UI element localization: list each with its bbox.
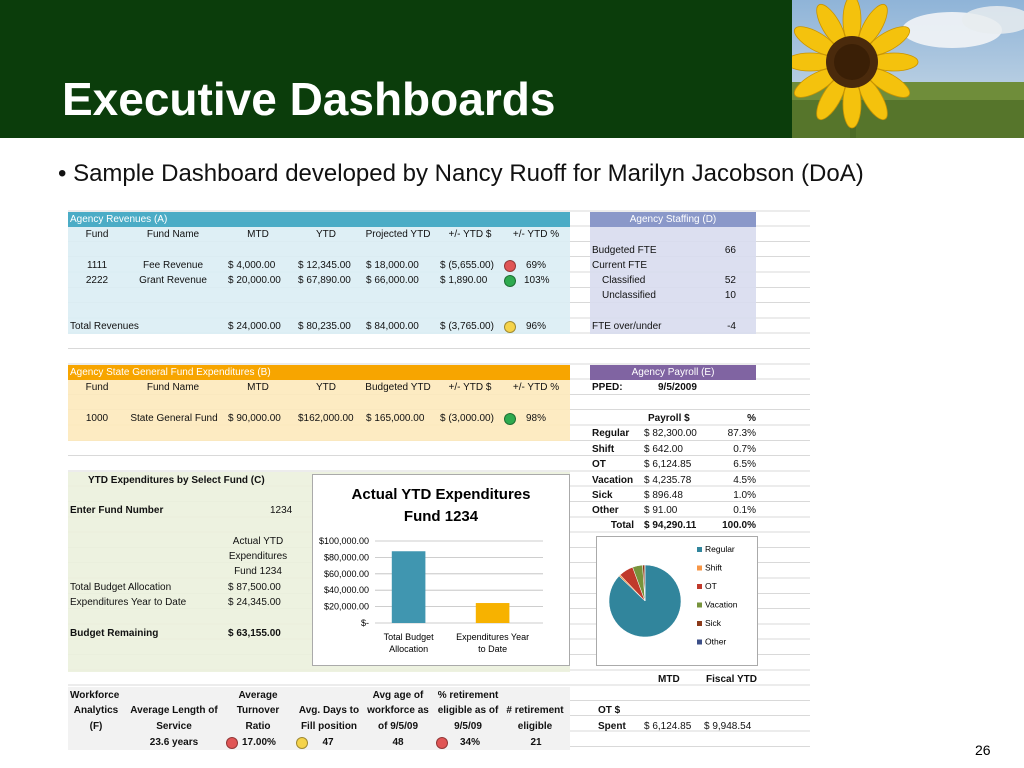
rev-row2-diff: $ 1,890.00 xyxy=(440,275,488,286)
payroll-row-label: Shift xyxy=(592,444,615,455)
bar-chart xyxy=(313,475,569,665)
rev-col-fund: Fund xyxy=(85,229,109,240)
ytd-remain-label: Budget Remaining xyxy=(70,628,159,639)
staffing-over-label: FTE over/under xyxy=(592,321,662,332)
pie-legend-swatch xyxy=(697,584,702,589)
bar-chart-y-tick: $20,000.00 xyxy=(323,601,369,612)
payroll-row-label: Regular xyxy=(592,428,630,439)
bar-chart-title-line1: Actual YTD Expenditures xyxy=(351,486,531,503)
rev-row2-pct: 103% xyxy=(524,275,550,286)
pie-legend-label: Regular xyxy=(705,544,735,554)
staffing-budgeted: 66 xyxy=(724,245,736,256)
ot-mtd: $ 6,124.85 xyxy=(644,721,692,732)
gf-col-fund: Fund xyxy=(85,382,109,393)
wf-h1-5: % retirement xyxy=(437,690,499,701)
ytd-remain: $ 63,155.00 xyxy=(228,628,281,639)
gf-row-name: State General Fund xyxy=(130,413,218,424)
rev-col-mtd: MTD xyxy=(247,229,269,240)
rev-total-diff: $ (3,765.00) xyxy=(440,321,494,332)
rev-total-mtd: $ 24,000.00 xyxy=(228,321,281,332)
wf-h2-4: workforce as xyxy=(367,705,429,716)
rev-row1-ytd: $ 12,345.00 xyxy=(298,260,351,271)
ytd-header: YTD Expenditures by Select Fund (C) xyxy=(88,475,265,486)
payroll-row-label: Other xyxy=(592,505,619,516)
red-status-icon xyxy=(436,737,448,749)
bullet-icon: • xyxy=(58,160,74,187)
ot-label-l2: Spent xyxy=(598,721,626,732)
wf-h3-1: Service xyxy=(156,721,192,732)
red-status-icon xyxy=(226,737,238,749)
staffing-unclassified-label: Unclassified xyxy=(602,290,656,301)
red-status-icon xyxy=(504,260,516,272)
yellow-status-icon xyxy=(296,737,308,749)
gf-row-budget: $ 165,000.00 xyxy=(366,413,425,424)
wf-h2-1: Average Length of xyxy=(130,705,218,716)
payroll-row-pct: 4.5% xyxy=(733,475,756,486)
rev-row2-mtd: $ 20,000.00 xyxy=(228,275,281,286)
wf-h1-2: Average xyxy=(238,690,278,701)
slide-title: Executive Dashboards xyxy=(62,73,556,125)
wf-h3-4: of 9/5/09 xyxy=(377,721,419,732)
ytd-exp-label: Expenditures Year to Date xyxy=(70,597,187,608)
payroll-row-amount: $ 6,124.85 xyxy=(644,459,692,470)
wf-h3-2: Ratio xyxy=(245,721,271,732)
ytd-actual-l1: Actual YTD xyxy=(232,536,284,547)
wf-h2-5: eligible as of xyxy=(437,705,499,716)
rev-total-proj: $ 84,000.00 xyxy=(366,321,419,332)
payroll-total-pct: 100.0% xyxy=(722,520,756,531)
bar-chart-box xyxy=(312,474,570,666)
wf-h3-5: 9/5/09 xyxy=(454,721,482,732)
payroll-total-label: Total xyxy=(610,520,634,531)
ytd-alloc-label: Total Budget Allocation xyxy=(70,582,172,593)
payroll-row-pct: 0.7% xyxy=(733,444,756,455)
pie-legend-swatch xyxy=(697,621,702,626)
gf-col-ytd: YTD xyxy=(316,382,336,393)
payroll-pped-label: PPED: xyxy=(592,382,623,393)
wf-h3-0: (F) xyxy=(89,721,103,732)
bar-chart-x-label: Expenditures Year xyxy=(456,632,530,642)
rev-row2-proj: $ 66,000.00 xyxy=(366,275,419,286)
staffing-current-label: Current FTE xyxy=(592,260,648,271)
payroll-row-label: OT xyxy=(592,459,606,470)
rev-total-pct: 96% xyxy=(526,321,547,332)
ytd-alloc: $ 87,500.00 xyxy=(228,582,281,593)
gf-row-diff: $ (3,000.00) xyxy=(440,413,494,424)
gf-row-mtd: $ 90,000.00 xyxy=(228,413,281,424)
payroll-row-pct: 6.5% xyxy=(733,459,756,470)
pie-legend-label: Sick xyxy=(705,618,722,628)
payroll-col-pct: % xyxy=(747,413,756,424)
bar-chart-y-tick: $100,000.00 xyxy=(318,536,369,546)
gf-col-name: Fund Name xyxy=(146,382,200,393)
wf-h1-4: Avg age of xyxy=(372,690,424,701)
gf-row-fund: 1000 xyxy=(85,413,109,424)
rev-row2-ytd: $ 67,890.00 xyxy=(298,275,351,286)
ot-fiscal: $ 9,948.54 xyxy=(704,721,752,732)
wf-h2-0: Analytics xyxy=(73,705,119,716)
bar-chart-x-label: to Date xyxy=(478,644,508,654)
sunflower-photo xyxy=(792,0,1024,138)
bar-chart-title-line2: Fund 1234 xyxy=(403,508,479,525)
payroll-total-amount: $ 94,290.11 xyxy=(644,520,697,531)
pie-legend-swatch xyxy=(697,603,702,608)
wf-h3-6: eligible xyxy=(517,721,553,732)
bullet-text: Sample Dashboard developed by Nancy Ruoff for Marilyn Jacobson (DoA) xyxy=(73,160,864,187)
rev-row1-fund: 1111 xyxy=(86,260,108,271)
bar-chart-bar xyxy=(476,603,510,623)
gf-row-ytd: $162,000.00 xyxy=(298,413,354,424)
wf-h1-0: Workforce xyxy=(70,690,120,701)
yellow-status-icon xyxy=(504,321,516,333)
bar-chart-x-label: Allocation xyxy=(389,644,429,654)
bar-chart-y-tick: $- xyxy=(360,618,369,628)
gf-header: Agency State General Fund Expenditures (B) xyxy=(70,367,271,378)
gf-col-diff: +/- YTD $ xyxy=(448,382,492,393)
pie-legend-label: Other xyxy=(705,636,727,647)
wf-service: 23.6 years xyxy=(149,737,199,748)
payroll-row-amount: $ 82,300.00 xyxy=(644,428,697,439)
staffing-classified-label: Classified xyxy=(602,275,646,286)
pie-legend-swatch xyxy=(697,566,702,571)
pie-chart xyxy=(597,537,757,665)
bar-chart-y-tick: $60,000.00 xyxy=(323,568,369,579)
wf-h2-6: # retirement xyxy=(506,705,564,716)
wf-h2-3: Avg. Days to xyxy=(298,705,360,716)
payroll-pped: 9/5/2009 xyxy=(658,382,697,393)
ytd-exp: $ 24,345.00 xyxy=(228,597,281,608)
staffing-over: -4 xyxy=(727,321,736,332)
gf-row-pct: 98% xyxy=(526,413,547,424)
bar-chart-y-tick: $80,000.00 xyxy=(323,552,369,563)
rev-col-ytd: YTD xyxy=(316,229,336,240)
ot-label-l1: OT $ xyxy=(598,705,621,716)
bar-chart-x-label: Total Budget xyxy=(383,632,434,642)
payroll-row-amount: $ 642.00 xyxy=(644,444,683,455)
rev-row1-diff: $ (5,655.00) xyxy=(440,260,494,271)
rev-row2-name: Grant Revenue xyxy=(139,275,207,286)
rev-row1-pct: 69% xyxy=(526,260,547,271)
pie-legend-label: Shift xyxy=(705,562,723,573)
rev-col-proj: Projected YTD xyxy=(365,229,431,240)
pie-legend-label: OT xyxy=(705,581,717,591)
wf-h2-2: Turnover xyxy=(236,705,280,716)
bar-chart-bar xyxy=(392,551,426,623)
payroll-row-amount: $ 896.48 xyxy=(644,490,683,501)
bar-chart-y-tick: $40,000.00 xyxy=(323,585,369,596)
pie-legend-swatch xyxy=(697,640,702,645)
rev-col-pct: +/- YTD % xyxy=(512,229,560,240)
rev-total-ytd: $ 80,235.00 xyxy=(298,321,351,332)
wf-age: 48 xyxy=(392,737,404,748)
payroll-col-amount: Payroll $ xyxy=(648,413,690,424)
rev-col-diff: +/- YTD $ xyxy=(448,229,492,240)
slide-bullet xyxy=(58,160,864,188)
pie-chart-box xyxy=(596,536,758,666)
wf-days: 47 xyxy=(322,737,334,748)
rev-row1-proj: $ 18,000.00 xyxy=(366,260,419,271)
revenues-header: Agency Revenues (A) xyxy=(70,214,168,225)
payroll-row-pct: 1.0% xyxy=(733,490,756,501)
ytd-actual-l2: Expenditures xyxy=(228,551,288,562)
page-number: 26 xyxy=(975,742,991,758)
gf-col-budget: Budgeted YTD xyxy=(365,382,431,393)
payroll-header: Agency Payroll (E) xyxy=(631,367,715,378)
green-status-icon xyxy=(504,413,516,425)
gf-col-pct: +/- YTD % xyxy=(512,382,560,393)
gf-col-mtd: MTD xyxy=(247,382,269,393)
pie-legend-label: Vacation xyxy=(705,599,738,610)
ytd-actual-l3: Fund 1234 xyxy=(234,566,282,577)
payroll-row-pct: 87.3% xyxy=(727,428,756,439)
ot-col-fiscal: Fiscal YTD xyxy=(706,674,757,685)
ytd-fund-number: 1234 xyxy=(270,505,293,516)
payroll-row-pct: 0.1% xyxy=(733,505,756,516)
ot-col-mtd: MTD xyxy=(658,674,680,685)
rev-row2-fund: 2222 xyxy=(85,275,109,286)
payroll-row-amount: $ 4,235.78 xyxy=(644,475,692,486)
rev-row1-mtd: $ 4,000.00 xyxy=(228,260,276,271)
green-status-icon xyxy=(504,275,516,287)
staffing-budgeted-label: Budgeted FTE xyxy=(592,245,657,256)
staffing-header: Agency Staffing (D) xyxy=(629,214,717,225)
wf-count: 21 xyxy=(530,737,542,748)
wf-turnover: 17.00% xyxy=(242,737,276,748)
pie-legend-swatch xyxy=(697,547,702,552)
payroll-row-label: Sick xyxy=(592,490,613,501)
staffing-unclassified: 10 xyxy=(724,290,736,301)
payroll-row-label: Vacation xyxy=(592,475,634,486)
wf-h3-3: Fill position xyxy=(300,721,358,732)
ytd-enter-label: Enter Fund Number xyxy=(70,505,164,516)
rev-col-name: Fund Name xyxy=(146,229,200,240)
wf-pct: 34% xyxy=(459,737,480,748)
rev-total-label: Total Revenues xyxy=(70,321,139,332)
dashboard-spreadsheet xyxy=(68,196,810,752)
rev-row1-name: Fee Revenue xyxy=(142,260,204,271)
staffing-classified: 52 xyxy=(724,275,736,286)
payroll-row-amount: $ 91.00 xyxy=(644,505,678,516)
